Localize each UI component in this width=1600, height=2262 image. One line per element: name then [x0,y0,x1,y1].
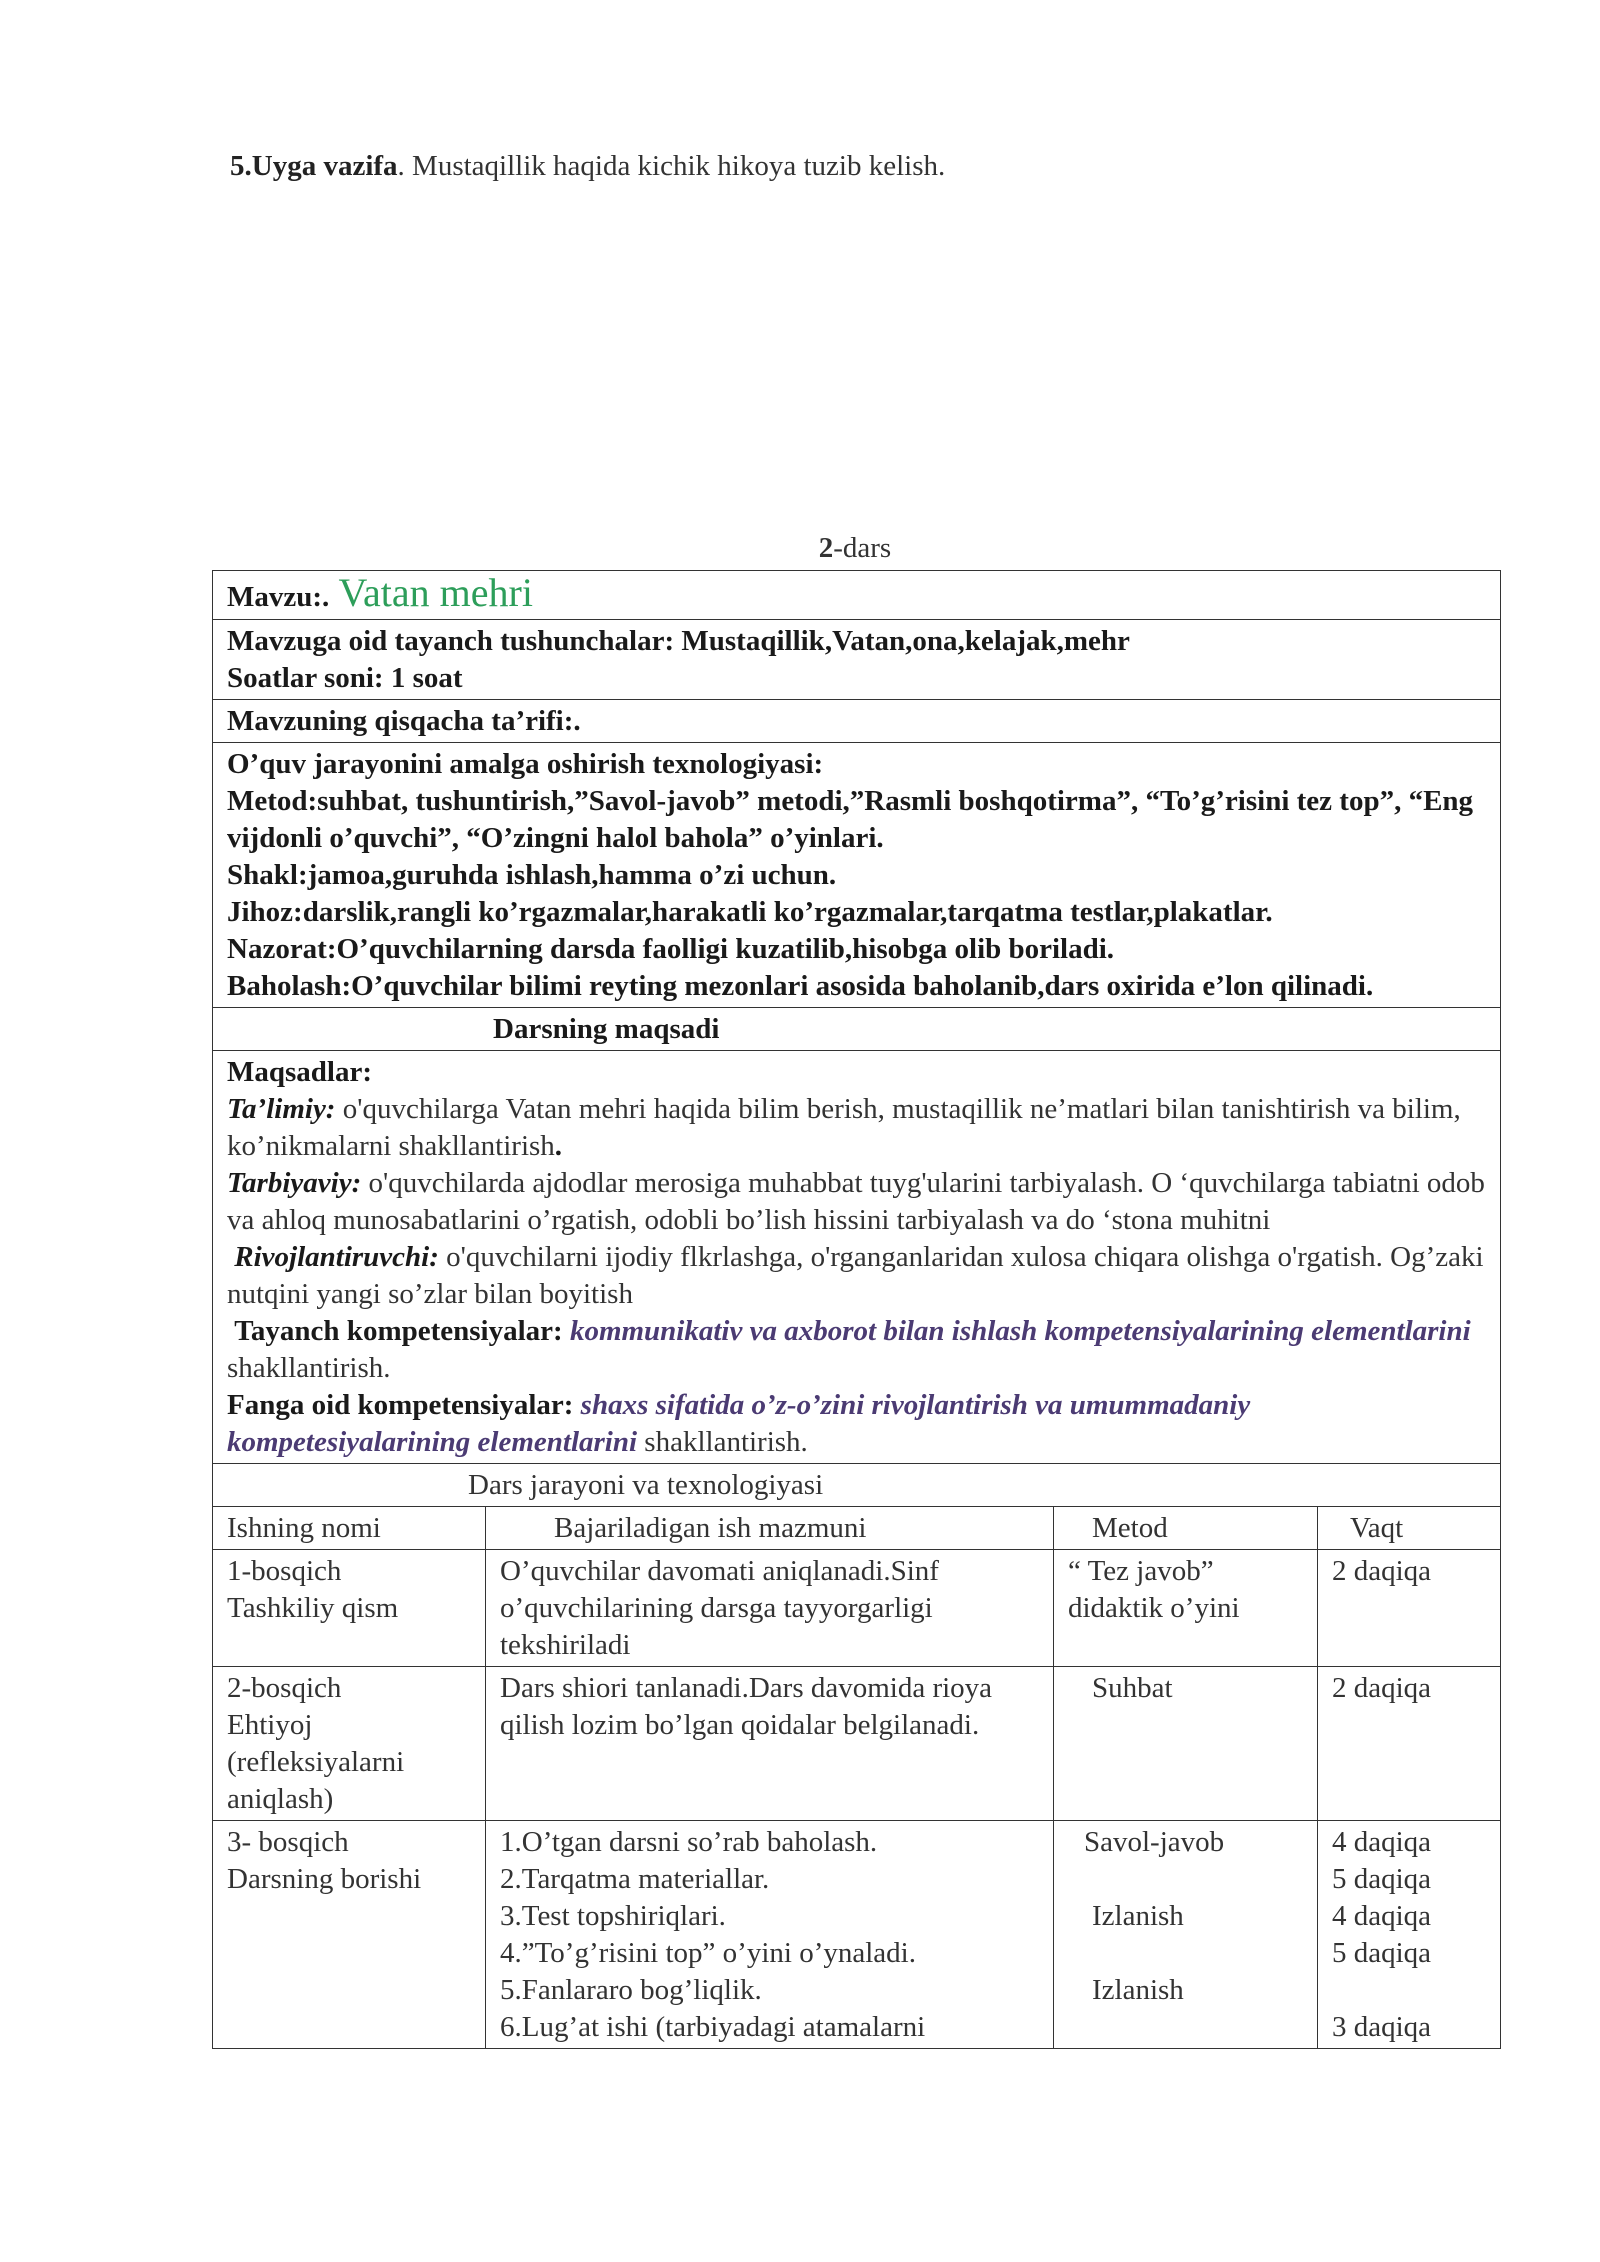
method-cell: Suhbat [1054,1667,1318,1821]
column-header-row [213,1507,1501,1550]
content-line: 4.”To’g’risini top” o’yini o’ynaladi. [500,1937,916,1969]
time-line: 4 daqiqa [1332,1900,1432,1932]
method-line: didaktik o’yini [1068,1592,1240,1624]
subject-competencies-label: Fanga oid kompetensiyalar: [227,1389,574,1421]
subject-competencies-end: shakllantirish. [637,1426,808,1458]
subject-competencies [227,1387,1486,1461]
time-line: 5 daqiqa [1332,1937,1432,1969]
method-cell [1054,1821,1318,2049]
method-line [1068,1861,1303,1898]
homework-label: 5.Uyga vazifa [230,150,398,182]
stage-line: Tashkiliy qism [227,1592,399,1624]
upbringing-goal [227,1165,1486,1239]
method-line: Izlanish [1092,1974,1184,2006]
time-cell: 2 daqiqa [1318,1667,1501,1821]
summary-text: Mavzuning qisqacha ta’rifi:. [213,700,1501,743]
content-cell: Dars shiori tanlanadi.Dars davomida rioya qilish lozim bo’lgan qoidalar belgilanadi. [486,1667,1054,1821]
hours-line: Soatlar soni: 1 soat [227,662,463,694]
core-competencies-end: shakllantirish. [227,1352,391,1384]
summary-row [213,700,1501,743]
lesson-number-suffix: -dars [833,532,892,564]
core-competencies [227,1313,1486,1387]
column-time: Vaqt [1318,1507,1501,1550]
core-competencies-label: Tayanch kompetensiyalar: [234,1315,563,1347]
content-line: 6.Lug’at ishi (tarbiyadagi atamalarni [500,2011,926,2043]
topic-row [213,571,1501,620]
equipment-line: Jihoz:darslik,rangli ko’rgazmalar,harakatli ko’rgazmalar,tarqatma testlar,plakatlar. [227,896,1273,928]
column-content: Bajariladigan ish mazmuni [486,1507,1054,1550]
developing-goal-label: Rivojlantiruvchi: [234,1241,439,1273]
stage-cell [213,1667,486,1821]
developing-goal-text: o'quvchilarni ijodiy flkrlashga, o'rganganlaridan xulosa chiqara olishga o'rgatish. Og’zaki nutqini yangi so’zlar bilan boyitish [227,1241,1484,1310]
lesson-number [0,532,1600,565]
content-cell: O’quvchilar davomati aniqlanadi.Sinf o’quvchilarining darsga tayyorgarligi tekshiriladi [486,1550,1054,1667]
time-line: 5 daqiqa [1332,1863,1432,1895]
stage-cell [213,1821,486,2049]
time-cell: 2 daqiqa [1318,1550,1501,1667]
upbringing-goal-label: Tarbiyaviy: [227,1167,362,1199]
goals-title: Maqsadlar: [227,1056,372,1088]
assessment-line: Baholash:O’quvchilar bilimi reyting mezonlari asosida baholanib,dars oxirida e’lon qilinadi. [227,970,1374,1002]
stage-line: 2-bosqich [227,1672,342,1704]
time-cell [1318,1821,1501,2049]
time-line: 4 daqiqa [1332,1826,1432,1858]
stage-line: Darsning borishi [227,1863,422,1895]
lesson-number-value: 2 [818,532,834,564]
content-line: 1.O’tgan darsni so’rab baholash. [500,1826,878,1858]
stage-line: 3- bosqich [227,1826,349,1858]
subject-competencies-text: shaxs sifatida o’z-o’zini rivojlantirish va umummadaniy kompetesiyalarining elementlarini [227,1389,1251,1458]
column-method: Metod [1054,1507,1318,1550]
technology-row [213,743,1501,1008]
process-header-row [213,1464,1501,1507]
goal-header-row [213,1008,1501,1051]
content-line: 3.Test topshiriqlari. [500,1900,726,1932]
method-cell [1054,1550,1318,1667]
topic-label: Mavzu:. [227,581,330,613]
developing-goal [227,1239,1486,1313]
method-line: Metod:suhbat, tushuntirish,”Savol-javob” metodi,”Rasmli boshqotirma”, “To’g’risini tez top”, “Eng vijdonli o’quvchi”, “O’zingni halol bahola” o’yinlari. [227,785,1474,854]
process-header: Dars jarayoni va texnologiyasi [213,1464,1501,1507]
stage-line: (refleksiyalarni [227,1746,405,1778]
educational-goal [227,1091,1486,1165]
stage-line: aniqlash) [227,1783,334,1815]
method-line: Savol-javob [1084,1826,1225,1858]
form-line: Shakl:jamoa,guruhda ishlash,hamma o’zi uchun. [227,859,837,891]
method-line: Izlanish [1092,1900,1184,1932]
educational-goal-text: o'quvchilarga Vatan mehri haqida bilim berish, mustaqillik ne’matlari bilan tanishtirish va bilim, ko’nikmalarni shakllantirish [227,1093,1461,1162]
concepts-row [213,620,1501,700]
lesson-plan-table [212,570,1501,2049]
core-competencies-text: kommunikativ va axborot bilan ishlash kompetensiyalarining elementlarini [562,1315,1471,1347]
goals-row [213,1051,1501,1464]
method-line: “ Tez javob” [1068,1555,1214,1587]
content-line: 2.Tarqatma materiallar. [500,1863,770,1895]
technology-title: O’quv jarayonini amalga oshirish texnologiyasi: [227,748,824,780]
topic-value: Vatan mehri [329,570,533,615]
method-line [1068,1935,1303,1972]
educational-goal-end: . [554,1130,563,1162]
table-row [213,1821,1501,2049]
content-line: 5.Fanlararo bog’liqlik. [500,1974,762,2006]
control-line: Nazorat:O’quvchilarning darsda faolligi kuzatilib,hisobga olib boriladi. [227,933,1115,965]
content-cell [486,1821,1054,2049]
educational-goal-label: Ta’limiy: [227,1093,336,1125]
upbringing-goal-text: o'quvchilarda ajdodlar merosiga muhabbat tuyg'ularini tarbiyalash. O ‘quvchilarga tabiatni odob va ahloq munosabatlarini o’rgatish, odobli bo’lish hissini tarbiyalash va do ‘stona muhitni [227,1167,1485,1236]
time-line [1332,1972,1486,2009]
stage-line: Ehtiyoj [227,1709,313,1741]
goal-header: Darsning maqsadi [213,1008,1501,1051]
table-row [213,1667,1501,1821]
time-line: 3 daqiqa [1332,2011,1432,2043]
homework-text: . Mustaqillik haqida kichik hikoya tuzib kelish. [397,150,946,182]
stage-cell [213,1550,486,1667]
stage-line: 1-bosqich [227,1555,342,1587]
homework-line [230,150,945,183]
table-row [213,1550,1501,1667]
column-stage: Ishning nomi [213,1507,486,1550]
concepts-line: Mavzuga oid tayanch tushunchalar: Mustaqillik,Vatan,ona,kelajak,mehr [227,625,1130,657]
